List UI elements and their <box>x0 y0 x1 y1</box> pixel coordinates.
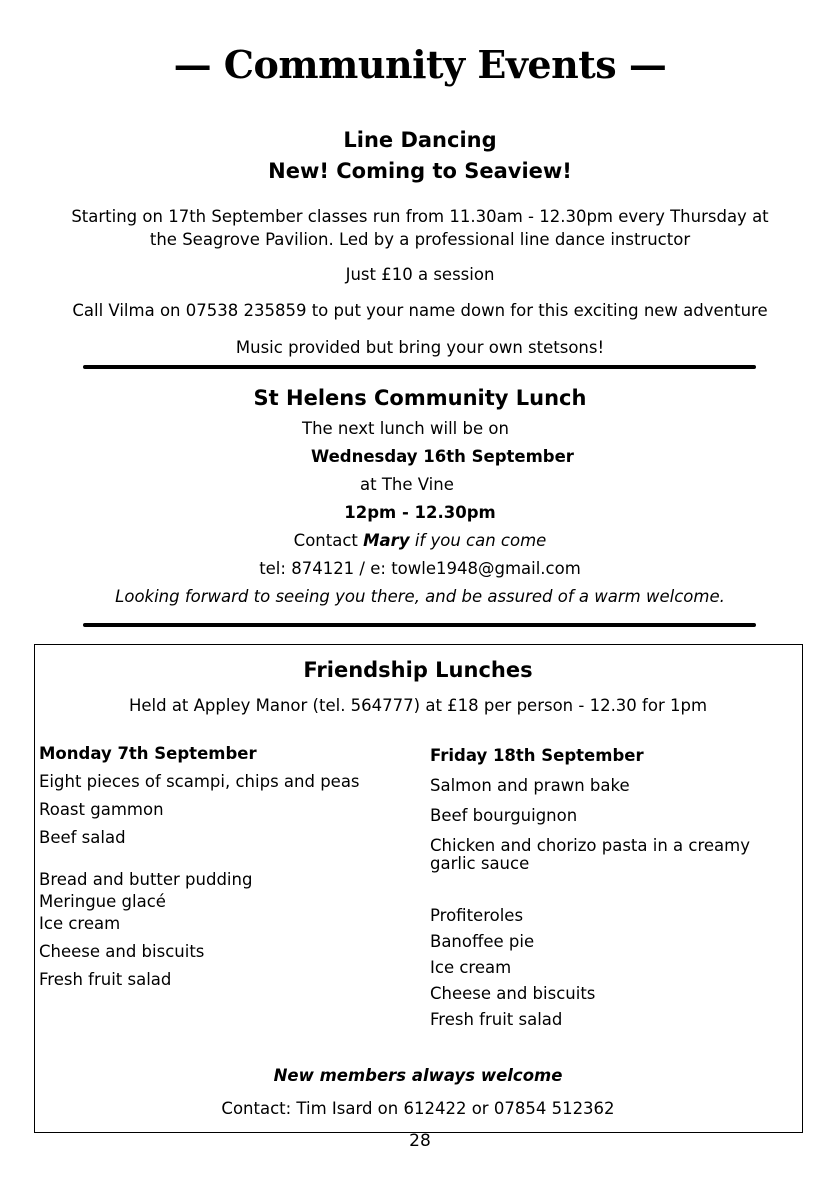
line-dancing-heading: Line Dancing <box>343 128 497 152</box>
line-dancing-text-2: the Seagrove Pavilion. Led by a professional line dance instructor <box>149 230 691 249</box>
menu-item: Meringue glacé <box>39 892 166 911</box>
menu-item: Banoffee pie <box>430 932 535 951</box>
friendship-contact: Contact: Tim Isard on 612422 or 07854 512362 <box>221 1099 615 1118</box>
menu-item: Beef salad <box>39 828 126 847</box>
menu-item: Beef bourguignon <box>430 806 578 825</box>
page-title: — Community Events — <box>173 42 667 87</box>
menu-item: Salmon and prawn bake <box>430 776 630 795</box>
community-lunch-time: 12pm - 12.30pm <box>344 503 496 522</box>
line-dancing-music: Music provided but bring your own stetsons! <box>235 338 605 357</box>
line-dancing-call: Call Vilma on 07538 235859 to put your name down for this exciting new adventure <box>72 301 768 320</box>
line-dancing-text-1: Starting on 17th September classes run from 11.30am - 12.30pm every Thursday at <box>71 207 769 226</box>
menu-item: Ice cream <box>39 914 121 933</box>
menu-item: garlic sauce <box>430 854 530 873</box>
menu-item: Cheese and biscuits <box>39 942 205 961</box>
contact-suffix: if you can come <box>409 531 547 550</box>
section-divider <box>83 623 756 627</box>
community-lunch-heading: St Helens Community Lunch <box>253 386 587 410</box>
menu-item: Fresh fruit salad <box>39 970 172 989</box>
section-divider <box>83 365 756 369</box>
friendship-subtitle: Held at Appley Manor (tel. 564777) at £18 per person - 12.30 for 1pm <box>128 696 708 715</box>
community-lunch-intro: The next lunch will be on <box>302 419 509 438</box>
community-lunch-contact <box>0 531 840 550</box>
menu-item: Eight pieces of scampi, chips and peas <box>39 772 360 791</box>
contact-name: Mary <box>363 531 410 550</box>
page-number: 28 <box>409 1131 431 1151</box>
line-dancing-subheading: New! Coming to Seaview! <box>268 159 572 183</box>
friendship-welcome: New members always welcome <box>273 1066 563 1085</box>
menu-item: Ice cream <box>430 958 512 977</box>
menu-day-title: Friday 18th September <box>430 746 644 765</box>
line-dancing-price: Just £10 a session <box>345 265 495 284</box>
menu-item: Bread and butter pudding <box>39 870 253 889</box>
menu-item: Profiteroles <box>430 906 524 925</box>
community-lunch-tel: tel: 874121 / e: towle1948@gmail.com <box>259 559 581 578</box>
menu-item: Fresh fruit salad <box>430 1010 563 1029</box>
community-lunch-date: Wednesday 16th September <box>311 447 574 466</box>
community-lunch-venue: at The Vine <box>360 475 454 494</box>
contact-prefix: Contact <box>293 531 364 550</box>
friendship-lunches-box <box>34 644 803 1133</box>
menu-day-title: Monday 7th September <box>39 744 257 763</box>
menu-item: Cheese and biscuits <box>430 984 596 1003</box>
friendship-heading: Friendship Lunches <box>303 658 533 682</box>
community-lunch-closing: Looking forward to seeing you there, and be assured of a warm welcome. <box>115 587 725 606</box>
menu-item: Roast gammon <box>39 800 164 819</box>
menu-item: Chicken and chorizo pasta in a creamy <box>430 836 750 855</box>
